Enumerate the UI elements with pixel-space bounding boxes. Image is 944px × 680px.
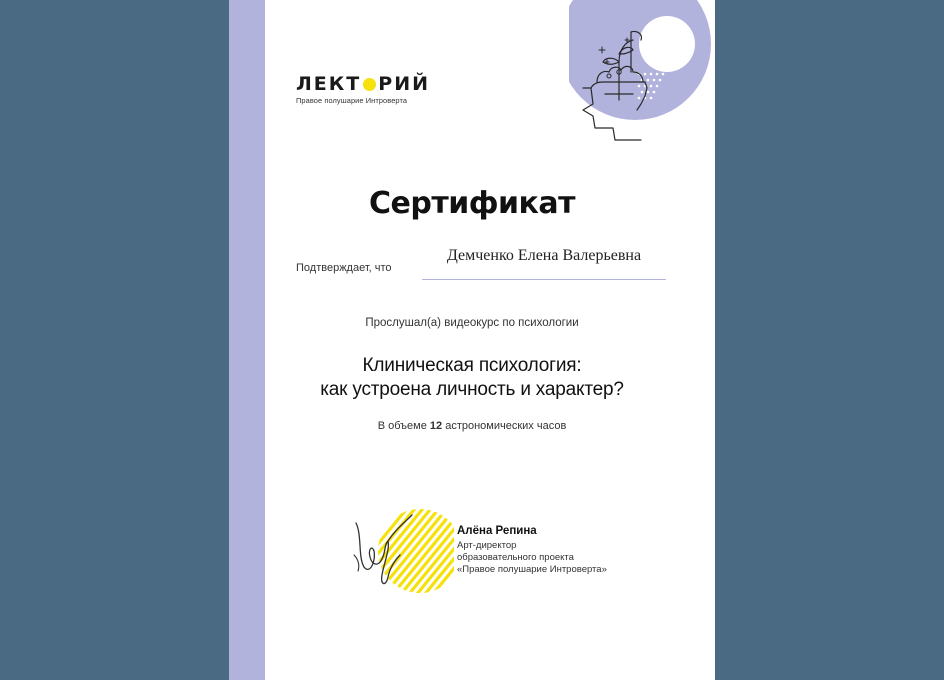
name-underline bbox=[422, 279, 666, 280]
logo-subtitle: Правое полушарие Интроверта bbox=[296, 96, 408, 105]
logo-o-circle bbox=[363, 78, 376, 91]
course-intro: Прослушал(а) видеокурс по психологии bbox=[365, 317, 579, 329]
course-title-line-1: Клиническая психология: bbox=[362, 355, 582, 376]
signer-block bbox=[457, 525, 607, 576]
side-stripe bbox=[229, 0, 265, 680]
course-volume: В объеме 12 астрономических часов bbox=[377, 420, 567, 432]
course-title bbox=[229, 354, 715, 402]
handwritten-signature bbox=[344, 505, 454, 605]
certificate-title: Сертификат bbox=[368, 186, 576, 221]
volume-hours: 12 bbox=[429, 420, 443, 432]
recipient-name: Демченко Елена Валерьевна bbox=[446, 247, 642, 264]
signer-role-line-2: образовательного проекта bbox=[457, 552, 574, 563]
logo-wordmark: ЛЕКТ РИЙ bbox=[296, 73, 430, 95]
head-with-plant-icon bbox=[569, 0, 715, 160]
signer-role-line-3: «Правое полушарие Интроверта» bbox=[457, 564, 607, 575]
signer-name: Алёна Репина bbox=[457, 525, 537, 537]
certificate-page bbox=[229, 0, 715, 680]
confirm-label: Подтверждает, что bbox=[296, 262, 392, 274]
signer-role-line-1: Арт-директор bbox=[457, 540, 517, 551]
course-title-line-2: как устроена личность и характер? bbox=[320, 379, 624, 400]
logo bbox=[296, 74, 430, 105]
